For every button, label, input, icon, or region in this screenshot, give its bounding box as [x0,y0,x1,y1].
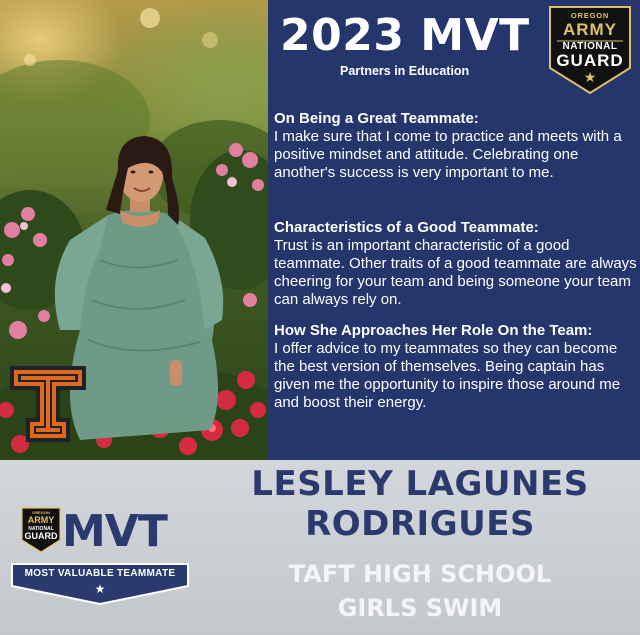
section-heading: On Being a Great Teammate: [274,110,479,127]
mvt-logo [10,504,190,608]
army-national-guard-badge [547,4,633,96]
section-body: I make sure that I come to practice and meets with a positive mindset and attitude. Celebrating one another's success is very important to me. [274,128,622,181]
logo-tagline: MOST VALUABLE TEAMMATE [24,568,176,579]
star-icon: ★ [583,70,597,86]
athlete-banner [0,460,640,635]
athlete-photo [0,0,268,460]
section-body: Trust is an important characteristic of a good teammate. Other traits of a good teammate are always cheering for your team and being someone your team can always rely on. [274,237,637,308]
badge-national: NATIONAL [562,41,618,52]
section-heading: Characteristics of a Good Teammate: [274,219,539,236]
badge-guard: GUARD [556,51,624,70]
badge-state: OREGON [570,11,610,20]
logo-army: ARMY [27,515,55,525]
star-icon: ★ [94,582,106,596]
athlete-first-name: LESLEY LAGUNES [251,464,589,504]
qa-section-role [274,322,638,412]
block-letter-t-logo [8,364,88,444]
qa-section-characteristics [274,219,638,309]
info-panel [268,0,640,460]
logo-state: OREGON [32,510,50,515]
logo-guard: GUARD [24,531,58,541]
qa-section-teammate [274,110,638,182]
section-body: I offer advice to my teammates so they can become the best version of themselves. Being captain has given me the opportunity to inspire those around me and boost their energy. [274,340,621,411]
section-heading: How She Approaches Her Role On the Team: [274,322,593,339]
sport-name: GIRLS SWIM [337,594,503,622]
page-subtitle: Partners in Education [340,64,470,78]
badge-army: ARMY [562,20,618,39]
page-title: 2023 MVT [280,10,530,61]
athlete-last-name: RODRIGUES [305,504,535,544]
logo-mvt: MVT [62,506,167,557]
school-name: TAFT HIGH SCHOOL [288,560,552,588]
logo-national: NATIONAL [28,526,54,532]
